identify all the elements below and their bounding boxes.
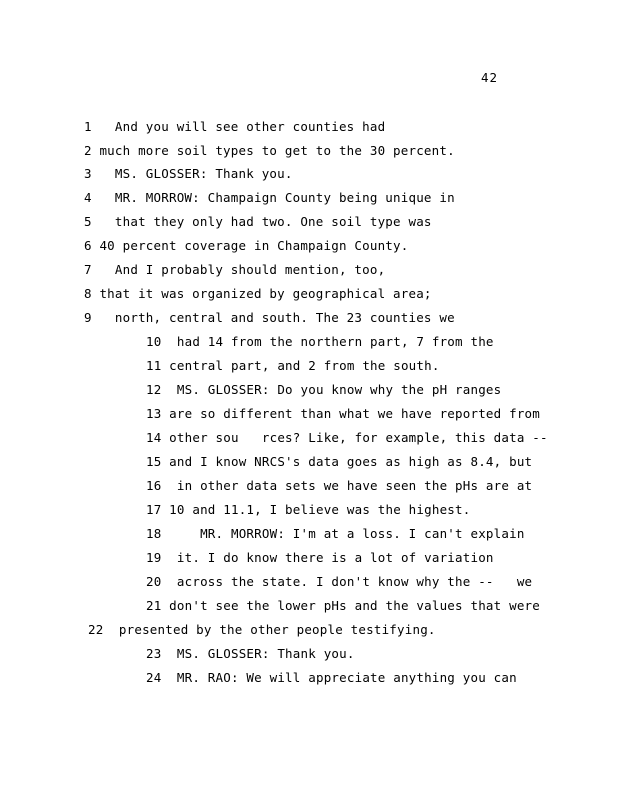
- transcript-line-12: 12 MS. GLOSSER: Do you know why the pH ranges: [146, 382, 502, 397]
- page-number: 42: [481, 70, 499, 85]
- transcript-line-17: 17 10 and 11.1, I believe was the highest.: [146, 502, 471, 517]
- transcript-line-11: 11 central part, and 2 from the south.: [146, 358, 440, 373]
- transcript-line-18: 18 MR. MORROW: I'm at a loss. I can't explain: [146, 526, 525, 541]
- transcript-line-22: 22 presented by the other people testifying.: [88, 622, 436, 637]
- transcript-line-7: 7 And I probably should mention, too,: [84, 262, 386, 277]
- transcript-line-5: 5 that they only had two. One soil type was: [84, 214, 432, 229]
- transcript-line-16: 16 in other data sets we have seen the pHs are at: [146, 478, 533, 493]
- transcript-line-10: 10 had 14 from the northern part, 7 from the: [146, 334, 494, 349]
- transcript-line-23: 23 MS. GLOSSER: Thank you.: [146, 646, 355, 661]
- transcript-line-20: 20 across the state. I don't know why the -- we: [146, 574, 533, 589]
- transcript-line-21: 21 don't see the lower pHs and the values that were: [146, 598, 541, 613]
- transcript-line-13: 13 are so different than what we have reported from: [146, 406, 541, 421]
- transcript-line-15: 15 and I know NRCS's data goes as high as 8.4, but: [146, 454, 533, 469]
- transcript-line-1: 1 And you will see other counties had: [84, 119, 386, 134]
- transcript-line-8: 8 that it was organized by geographical area;: [84, 286, 432, 301]
- transcript-line-24: 24 MR. RAO: We will appreciate anything you can: [146, 670, 517, 685]
- transcript-line-19: 19 it. I do know there is a lot of variation: [146, 550, 494, 565]
- transcript-line-3: 3 MS. GLOSSER: Thank you.: [84, 166, 293, 181]
- transcript-line-9: 9 north, central and south. The 23 counties we: [84, 310, 455, 325]
- transcript-line-6: 6 40 percent coverage in Champaign County.: [84, 238, 409, 253]
- transcript-line-4: 4 MR. MORROW: Champaign County being unique in: [84, 190, 455, 205]
- transcript-line-2: 2 much more soil types to get to the 30 percent.: [84, 143, 455, 158]
- transcript-line-14: 14 other sou rces? Like, for example, this data --: [146, 430, 548, 445]
